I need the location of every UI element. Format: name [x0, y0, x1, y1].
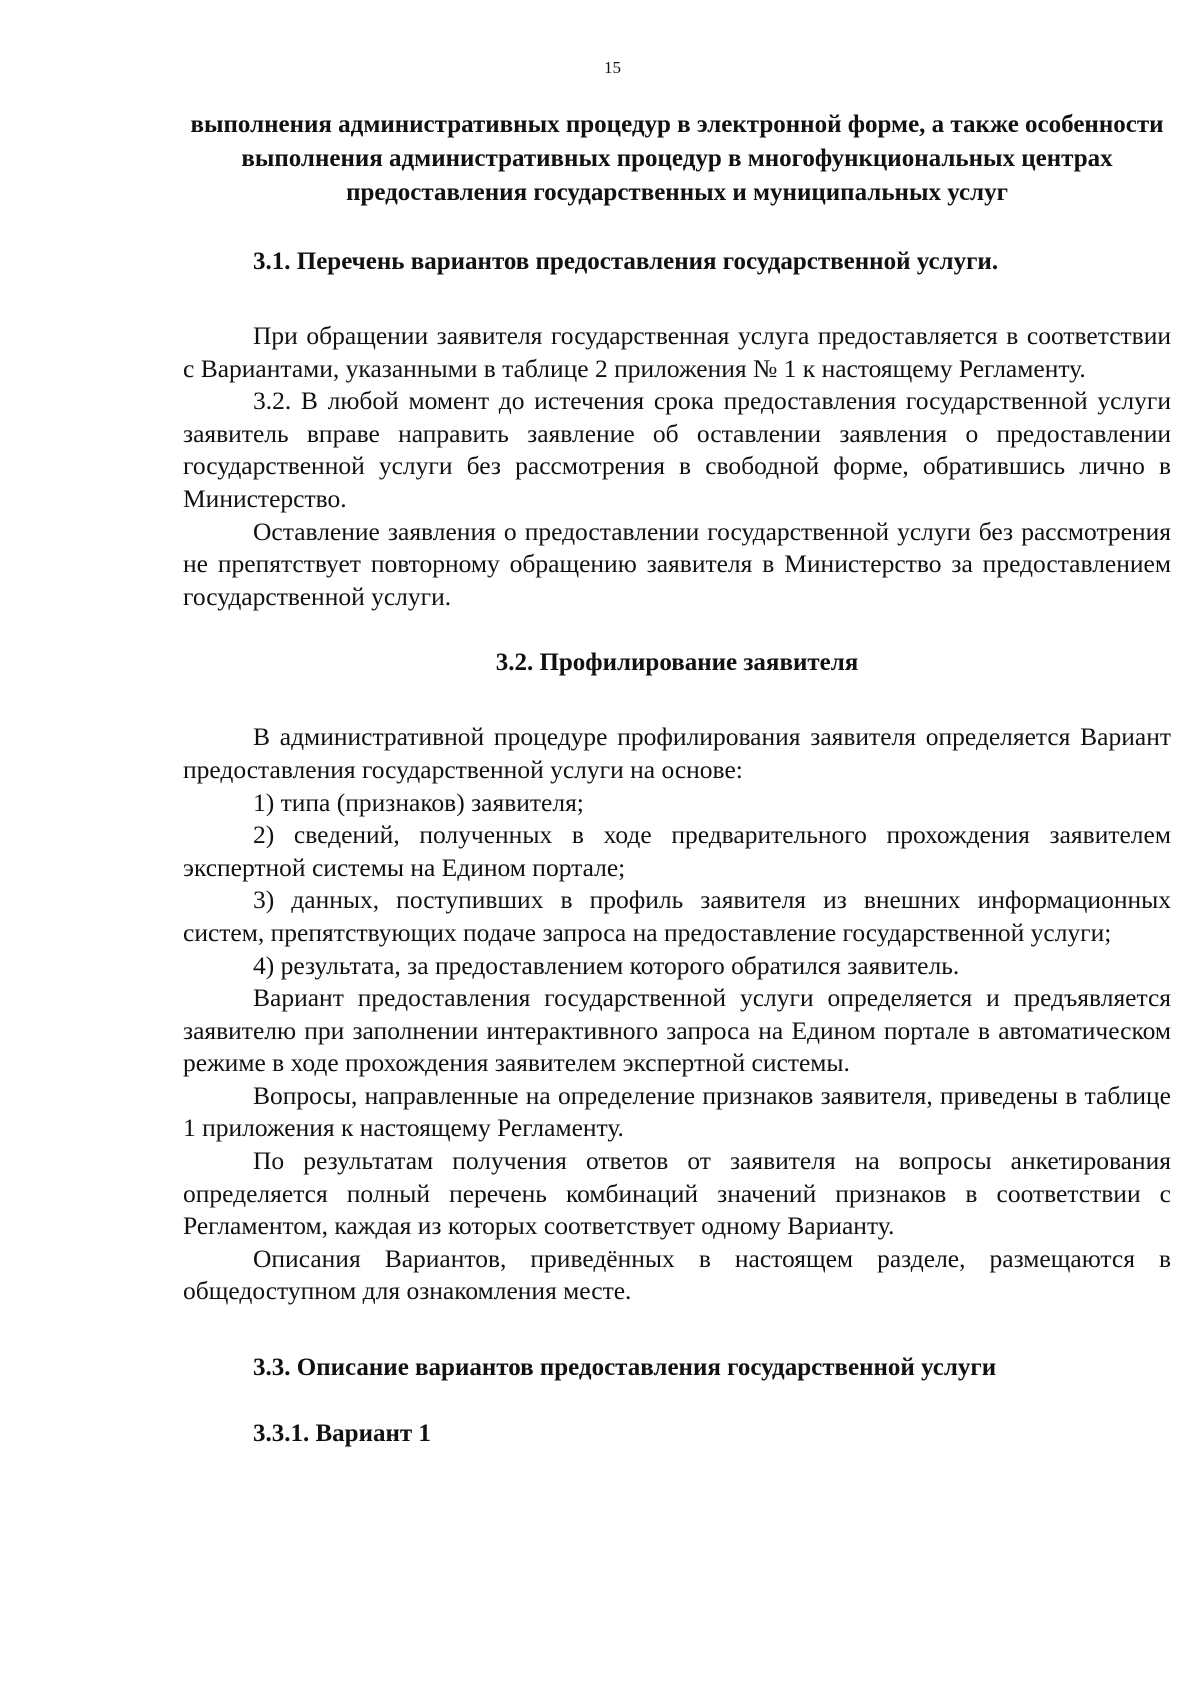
paragraph: При обращении заявителя государственная услуга предоставляется в соответствии с Вариантами, указанными в таблице 2 приложения № 1 к настоящему Регламенту.	[183, 321, 1171, 383]
section-3-1-heading: 3.1. Перечень вариантов предоставления государственной услуги.	[253, 248, 999, 275]
section-3-3-heading: 3.3. Описание вариантов предоставления государственной услуги	[253, 1354, 997, 1382]
paragraph: 3.2. В любой момент до истечения срока предоставления государственной услуги заявитель вправе направить заявление об оставлении заявления о предоставлении государственной услуги без рассмотрения в свободной форме, обратившись лично в Министерство.	[183, 386, 1171, 513]
list-item: 1) типа (признаков) заявителя;	[253, 787, 584, 817]
section-3-3-1-heading: 3.3.1. Вариант 1	[253, 1420, 431, 1448]
paragraph: Вариант предоставления государственной услуги определяется и предъявляется заявителю при заполнении интерактивного запроса на Едином портале в автоматическом режиме в ходе прохождения заявителем экспертной системы.	[183, 983, 1171, 1078]
document-body	[183, 108, 1171, 1450]
document-title-block: выполнения административных процедур в электронной форме, а также особенности выполнения административных процедур в многофункциональных центрах предоставления государственных и муниципальных услуг	[190, 111, 1164, 206]
paragraph: Вопросы, направленные на определение признаков заявителя, приведены в таблице 1 приложения к настоящему Регламенту.	[183, 1080, 1171, 1143]
paragraph: По результатам получения ответов от заявителя на вопросы анкетирования определяется полный перечень комбинаций значений признаков в соответствии с Регламентом, каждая из которых соответствует одному Варианту.	[183, 1146, 1171, 1241]
list-item: 3) данных, поступивших в профиль заявителя из внешних информационных систем, препятствующих подаче запроса на предоставление государственной услуги;	[183, 885, 1171, 947]
list-item: 2) сведений, полученных в ходе предварительного прохождения заявителем экспертной системы на Едином портале;	[183, 820, 1171, 882]
paragraph: Описания Вариантов, приведённых в настоящем разделе, размещаются в общедоступном для ознакомления месте.	[183, 1243, 1171, 1306]
list-item: 4) результата, за предоставлением которого обратился заявитель.	[253, 950, 960, 980]
section-3-2-heading: 3.2. Профилирование заявителя	[495, 649, 859, 677]
page-number: 15	[604, 58, 621, 77]
paragraph: В административной процедуре профилирования заявителя определяется Вариант предоставления государственной услуги на основе:	[183, 722, 1171, 784]
paragraph: Оставление заявления о предоставлении государственной услуги без рассмотрения не препятствует повторному обращению заявителя в Министерство за предоставлением государственной услуги.	[183, 516, 1171, 611]
